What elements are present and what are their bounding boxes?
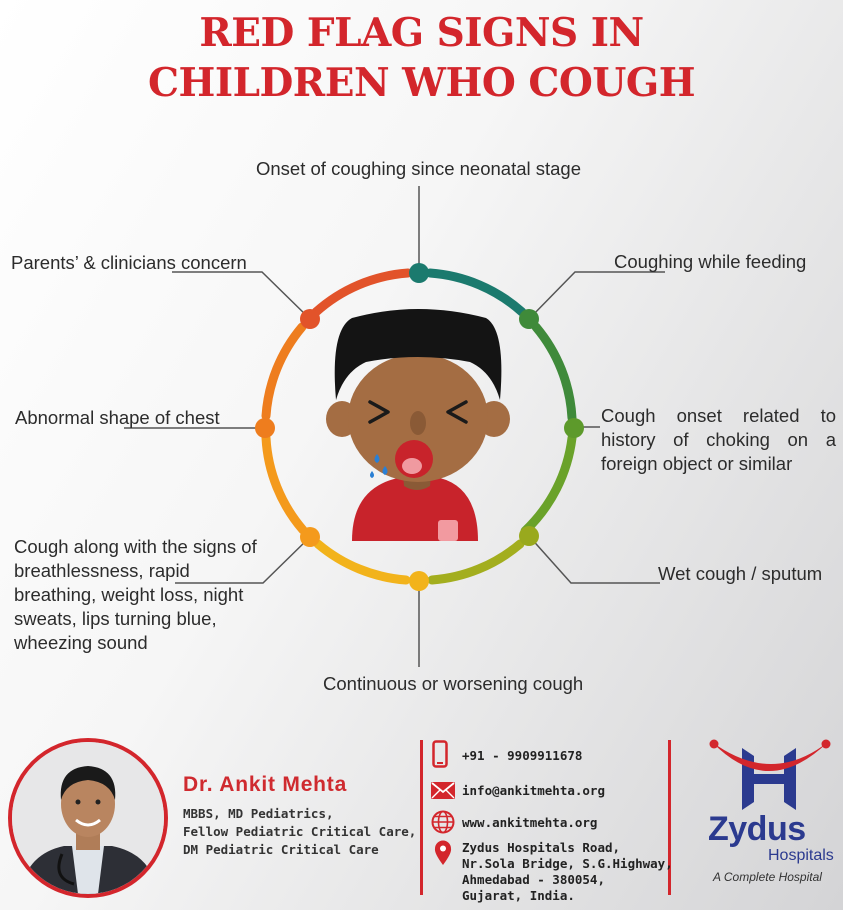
node-chest: [255, 418, 275, 438]
globe-icon: [431, 810, 455, 834]
coughing-child-icon: [326, 309, 510, 541]
ring-arc-bottom-left: [318, 544, 406, 580]
contact-address: [462, 840, 673, 904]
node-neonatal: [409, 263, 429, 283]
ring-arc-left-lower: [266, 438, 303, 530]
phone-icon: [432, 740, 448, 768]
label-neonatal: Onset of coughing since neonatal stage: [256, 158, 582, 179]
doctor-qual-line: MBBS, MD Pediatrics,: [183, 806, 334, 821]
node-choking: [564, 418, 584, 438]
ring-arc-top-right: [430, 273, 522, 312]
address-line: Zydus Hospitals Road,: [462, 840, 621, 855]
ring-arc-left-upper: [266, 327, 302, 416]
label-concern: Parents’ & clinicians concern: [11, 252, 247, 273]
email-icon: [431, 782, 455, 799]
brand-sub: Hospitals: [768, 847, 834, 864]
ring-arc-bottom-right: [432, 544, 520, 580]
label-feeding: Coughing while feeding: [614, 251, 807, 272]
contact-email[interactable]: info@ankitmehta.org: [462, 783, 605, 798]
ring-arc-right-lower: [525, 438, 572, 531]
connector-wet: [529, 536, 660, 583]
label-choking: Cough onset related to history of choking on a foreign object or similar: [601, 405, 836, 474]
label-chest: Abnormal shape of chest: [15, 407, 220, 428]
address-line: Ahmedabad - 380054,: [462, 872, 605, 887]
node-continuous: [409, 571, 429, 591]
doctor-name: Dr. Ankit Mehta: [183, 773, 348, 796]
ring-arc-top-left: [316, 273, 408, 312]
connector-feeding: [529, 272, 665, 319]
brand-tagline: A Complete Hospital: [713, 870, 822, 884]
doctor-qualifications: [183, 805, 416, 859]
node-feeding: [519, 309, 539, 329]
doctor-qual-line: DM Pediatric Critical Care: [183, 842, 379, 857]
footer-divider-left: [420, 740, 423, 895]
doctor-qual-line: Fellow Pediatric Critical Care,: [183, 824, 417, 839]
contact-phone[interactable]: +91 - 9909911678: [462, 748, 583, 763]
location-icon: [434, 840, 452, 866]
label-breathless: Cough along with the signs of breathlessness, rapid breathing, weight loss, night sweats, lips turning blue, wheezing sound: [14, 536, 257, 653]
node-wet: [519, 526, 539, 546]
node-breathless: [300, 527, 320, 547]
page-title-line2: CHILDREN WHO COUGH: [147, 60, 696, 106]
page-title-line1: RED FLAG SIGNS IN: [199, 10, 644, 56]
address-line: Nr.Sola Bridge, S.G.Highway,: [462, 856, 673, 871]
label-continuous: Continuous or worsening cough: [323, 673, 584, 694]
zydus-logo-icon: [708, 738, 832, 812]
brand-name: Zydus: [708, 810, 806, 848]
doctor-avatar-icon: [12, 742, 164, 894]
address-line: Gujarat, India.: [462, 888, 575, 903]
label-wet: Wet cough / sputum: [658, 563, 823, 584]
ring-arc-right-upper: [536, 327, 572, 418]
node-concern: [300, 309, 320, 329]
contact-website[interactable]: www.ankitmehta.org: [462, 815, 598, 830]
doctor-photo: [8, 738, 168, 898]
connector-concern: [172, 272, 310, 319]
